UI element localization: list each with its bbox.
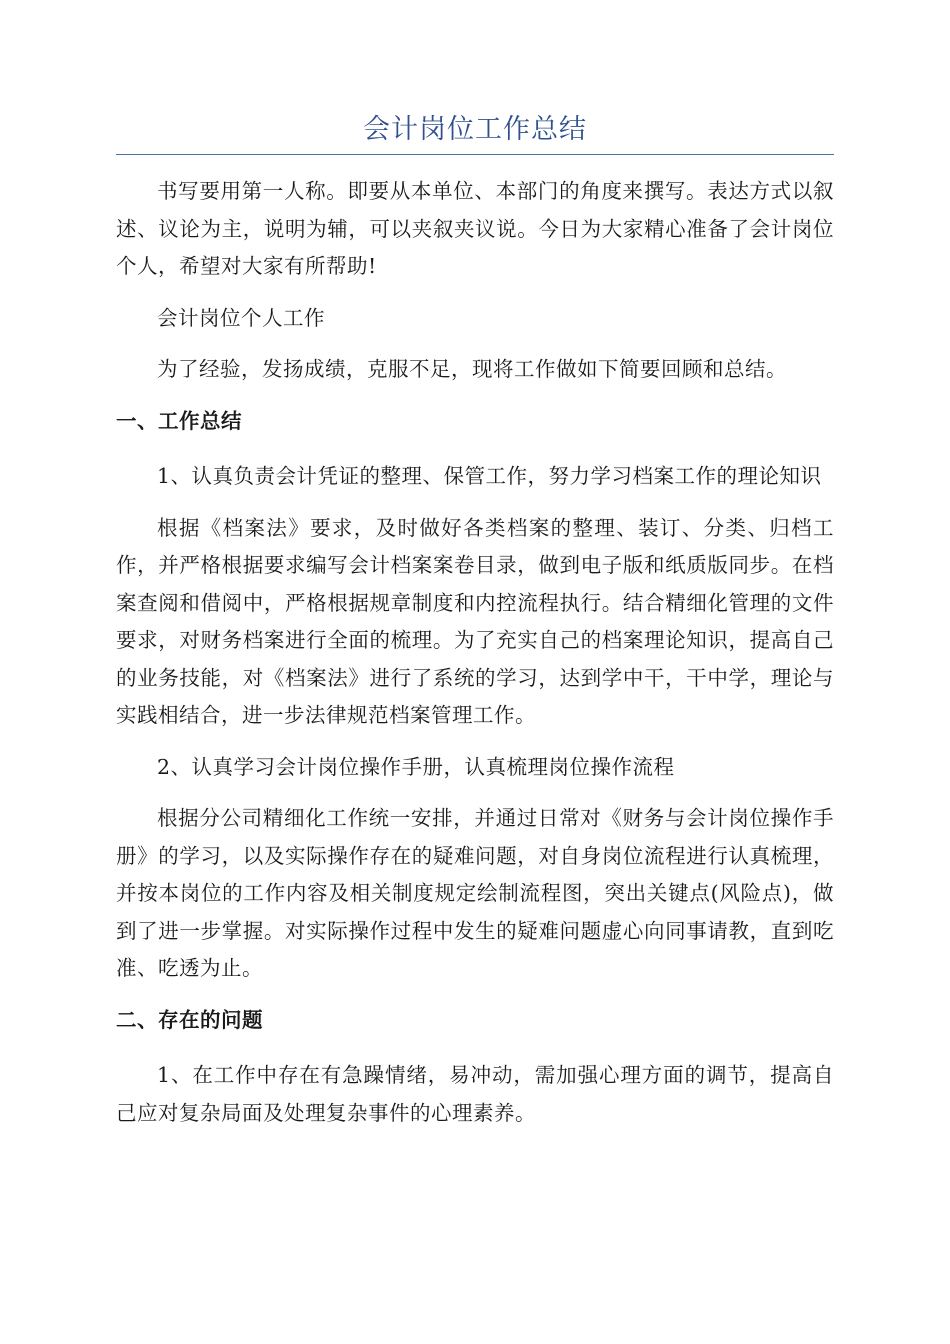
item-heading-2: 2、认真学习会计岗位操作手册，认真梳理岗位操作流程 [157,754,675,779]
item-heading-1: 1、认真负责会计凭证的整理、保管工作，努力学习档案工作的理论知识 [157,464,822,488]
section-heading-work-summary: 一、工作总结 [116,408,242,433]
intro-paragraph: 书写要用第一人称。即要从本单位、本部门的角度来撰写。表达方式以叙述、议论为主，说明为辅，可以夹叙夹议说。今日为大家精心准备了会计岗位个人，希望对大家有所帮助! [116,179,834,278]
document-title: 会计岗位工作总结 [116,108,834,155]
subtitle-paragraph: 会计岗位个人工作 [157,305,325,330]
section-heading-problems: 二、存在的问题 [116,1007,263,1032]
document-body [116,173,834,1132]
problem-item-1: 1、在工作中存在有急躁情绪，易冲动，需加强心理方面的调节，提高自己应对复杂局面及处理复杂事件的心理素养。 [116,1063,834,1125]
document-page [116,108,834,1146]
item-body-1: 根据《档案法》要求，及时做好各类档案的整理、装订、分类、归档工作，并严格根据要求编写会计档案案卷目录，做到电子版和纸质版同步。在档案查阅和借阅中，严格根据规章制度和内控流程执行。结合精细化管理的文件要求，对财务档案进行全面的梳理。为了充实自己的档案理论知识，提高自己的业务技能，对《档案法》进行了系统的学习，达到学中干，干中学，理论与实践相结合，进一步法律规范档案管理工作。 [116,515,834,727]
preface-paragraph: 为了经验，发扬成绩，克服不足，现将工作做如下简要回顾和总结。 [157,357,787,381]
item-body-2: 根据分公司精细化工作统一安排，并通过日常对《财务与会计岗位操作手册》的学习，以及实际操作存在的疑难问题，对自身岗位流程进行认真梳理，并按本岗位的工作内容及相关制度规定绘制流程图，突出关键点(风险点)，做到了进一步掌握。对实际操作过程中发生的疑难问题虚心向同事请教，直到吃准、吃透为止。 [116,806,834,980]
